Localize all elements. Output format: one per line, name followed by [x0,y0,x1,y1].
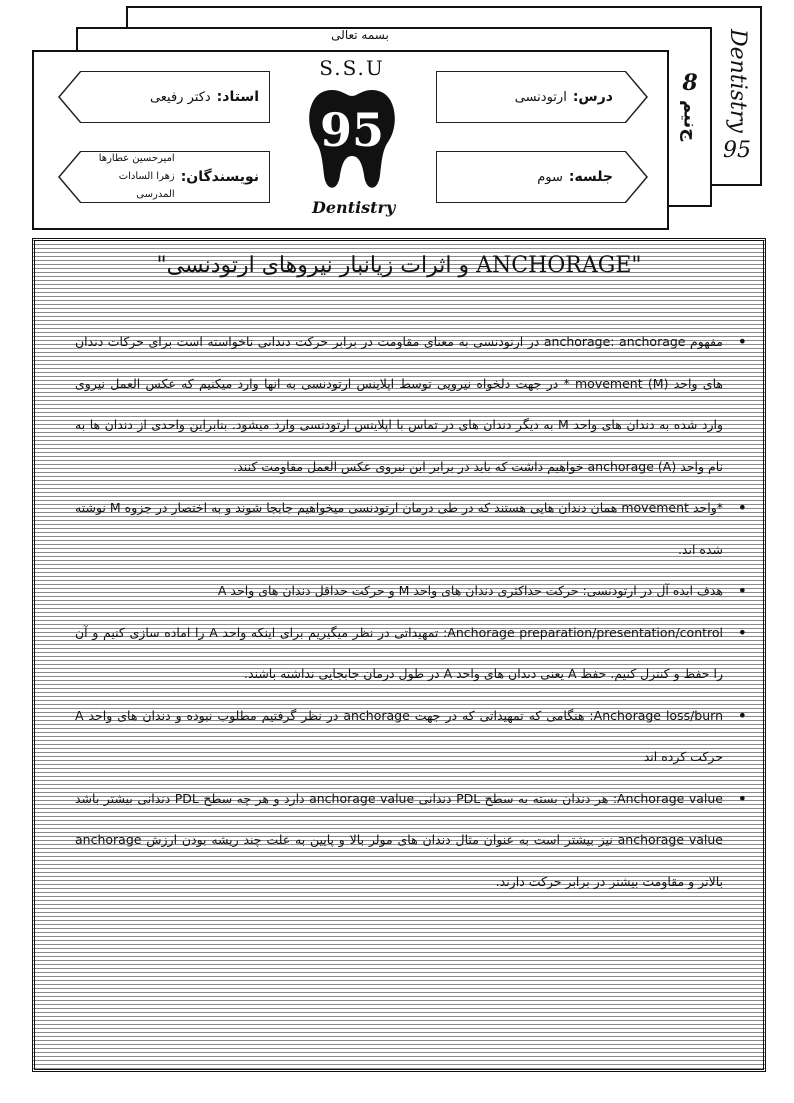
list-item: • Anchorage value: هر دندان بسته به سطح PDL دندانی anchorage value دارد و هر چه سطح PDL دندانی بیشتر باشد anchorage value نیز بیشتر است به عنوان مثال دندان های مولر بالا و پایین به علت چند ریشه بودن ارزش anchorage بالاتر و مقاومت بیشتر در برابر حرکت دارند. [75,778,723,903]
content-box [32,238,766,1072]
course-value: ارتودنسی [514,89,567,105]
teacher-label: استاد: [216,89,259,105]
side-brand [712,6,762,186]
session-number: 8 [682,70,698,96]
writer-name: امیرحسین عطارها [98,153,175,164]
list-item: • هدف ایده آل در ارتودنسی: حرکت حداکثری دندان های واحد M و حرکت حداقل دندان های واحد A [75,570,723,612]
tag-arrow-right-icon [625,71,649,123]
bullet-list [75,321,723,902]
session-label: جلسه: [568,169,613,185]
writers-list [81,150,175,204]
tag-arrow-right-icon [625,151,649,203]
list-item: • مفهوم anchorage: anchorage در ارتودنسی به معنای مقاومت در برابر حرکت دندانی ناخواسته است برای حرکات دندان های واحد (M) movement * در جهت دلخواه نیرویی توسط اپلاینس ارتودنسی به انها وارد میکنیم که عکس العمل نیروی وارد شده به دندان های واحد M به دیگر دندان های در تماس با اپلاینس ارتودنسی وارد میشود. بنابراین واحدی از دندان ها به نام واحد anchorage (A) خواهیم داشت که باید در برابر این نیروی عکس العمل مقاومت کنند. [75,321,723,487]
tag-arrow-left-icon [57,151,81,203]
svg-text:95: 95 [319,103,385,157]
logo-tooth-icon [302,80,402,200]
besmellah-text: بسمه تعالی [331,28,389,42]
university-logo [302,56,402,226]
side-year: 95 [723,138,751,164]
logo-top-text: S.S.U [319,56,385,80]
teacher-tag [80,71,270,123]
writer-name: زهرا السادات المدرسی [118,171,175,200]
side-brand-text: Dentistry [725,28,750,133]
list-item: • Anchorage loss/burn: هنگامی که تمهیداتی که در جهت anchorage در نظر گرفتیم مطلوب نبوده و دندان های واحد A حرکت کرده اند [75,695,723,778]
list-item: • *واحد movement همان دندان هایی هستند که در طی درمان ارتودنسی میخواهیم جابجا شوند و به اختصار در جزوه M نوشته شده اند. [75,487,723,570]
session-word: ج‌نیم [679,100,701,142]
content-title: "ANCHORAGE و اثرات زیانبار نیروهای ارتودنسی" [156,253,642,278]
session-number-block [670,70,710,190]
writers-label: نویسندگان: [180,169,259,185]
writers-tag [80,151,270,203]
tag-arrow-left-icon [57,71,81,123]
logo-bottom-text: Dentistry [312,198,396,217]
list-item: • Anchorage preparation/presentation/control: تمهیداتی در نظر میگیریم برای اینکه واحد A را اماده سازی کنیم و آن را حفظ و کنترل کنیم. حفظ A یعنی دندان های واحد A در طول درمان جابجایی نداشته باشند. [75,612,723,695]
course-label: درس: [572,89,613,105]
session-tag [436,151,626,203]
session-value: سوم [537,169,563,185]
course-tag [436,71,626,123]
teacher-value: دکتر رفیعی [149,89,211,105]
